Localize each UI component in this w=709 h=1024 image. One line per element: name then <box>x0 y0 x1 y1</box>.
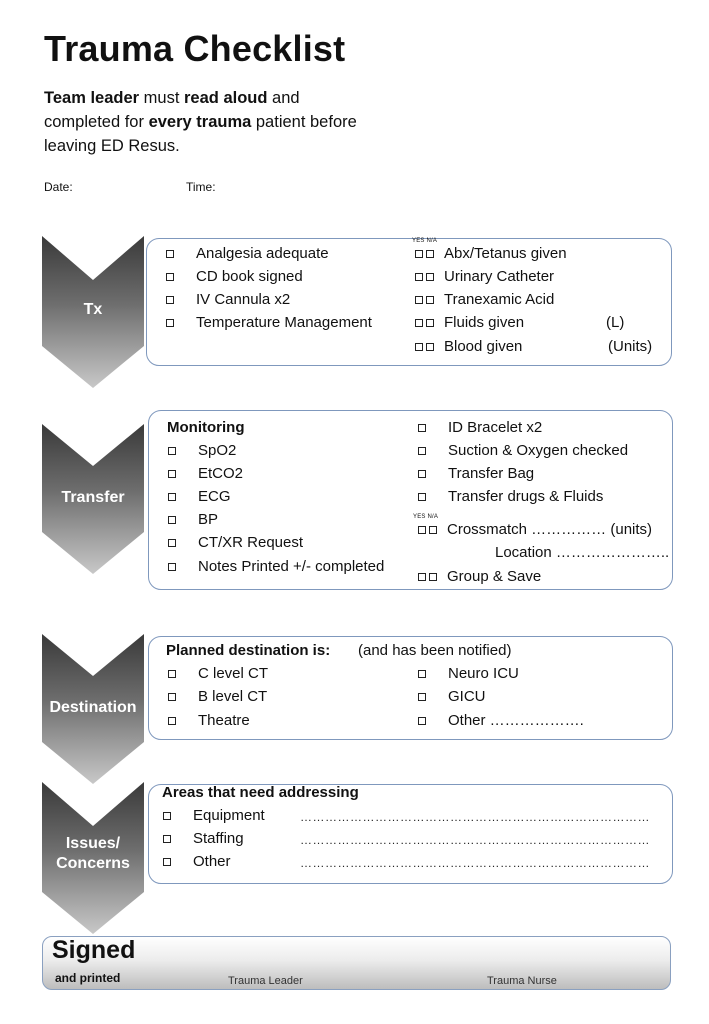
na-checkbox[interactable] <box>426 296 434 304</box>
yes-checkbox[interactable] <box>415 296 423 304</box>
yes-checkbox[interactable] <box>418 526 426 534</box>
issues-title: Areas that need addressing <box>162 784 359 801</box>
destination-label: Destination <box>49 699 137 716</box>
checkbox[interactable] <box>168 539 176 547</box>
checkbox[interactable] <box>418 493 426 501</box>
checkbox[interactable] <box>418 470 426 478</box>
tx-blood-unit: (Units) <box>608 338 653 355</box>
issues-label: Issues/ Concerns <box>56 835 130 872</box>
trauma-leader-signature[interactable]: Trauma Leader <box>228 975 303 987</box>
date-label: Date: <box>44 180 73 194</box>
na-checkbox[interactable] <box>426 250 434 258</box>
checkbox[interactable] <box>166 250 174 258</box>
tx-chevron <box>34 236 152 388</box>
checkbox[interactable] <box>418 693 426 701</box>
signed-title: Signed <box>52 936 136 964</box>
signed-bar <box>42 936 671 990</box>
tx-label: Tx <box>83 301 103 318</box>
checkbox[interactable] <box>163 858 171 866</box>
checkbox[interactable] <box>163 835 171 843</box>
yes-checkbox[interactable] <box>415 273 423 281</box>
destination-note: (and has been notified) <box>358 642 512 659</box>
transfer-yes-na-header: YES N/A <box>413 514 439 520</box>
checkbox[interactable] <box>418 670 426 678</box>
checkbox[interactable] <box>168 493 176 501</box>
checkbox[interactable] <box>168 717 176 725</box>
destination-title: Planned destination is: <box>166 642 331 659</box>
checkbox[interactable] <box>166 296 174 304</box>
yes-checkbox[interactable] <box>415 250 423 258</box>
checkbox[interactable] <box>166 319 174 327</box>
page-title: Trauma Checklist <box>44 28 346 69</box>
issues-chevron <box>34 782 152 934</box>
checkbox[interactable] <box>163 812 171 820</box>
equipment-dots[interactable]: ………………………………………………………………………… <box>300 810 650 824</box>
yes-checkbox[interactable] <box>415 319 423 327</box>
checkbox[interactable] <box>168 516 176 524</box>
intro-text: Team leader must read aloud and completed for every trauma patient before leaving ED Resus. <box>44 89 357 155</box>
na-checkbox[interactable] <box>426 319 434 327</box>
checkbox[interactable] <box>168 447 176 455</box>
checkbox[interactable] <box>418 717 426 725</box>
monitoring-title: Monitoring <box>167 419 245 436</box>
checkbox[interactable] <box>418 424 426 432</box>
destination-chevron <box>34 634 152 784</box>
na-checkbox[interactable] <box>429 573 437 581</box>
tx-fluids-unit: (L) <box>606 314 625 331</box>
checkbox[interactable] <box>168 693 176 701</box>
other-dots[interactable]: ………………………………………………………………………… <box>300 856 650 870</box>
checkbox[interactable] <box>168 670 176 678</box>
transfer-label: Transfer <box>61 489 125 506</box>
transfer-location: Location ………………….. <box>495 544 670 561</box>
checkbox[interactable] <box>168 563 176 571</box>
yes-checkbox[interactable] <box>415 343 423 351</box>
signed-subtitle: and printed <box>55 971 121 985</box>
transfer-chevron <box>34 424 152 574</box>
na-checkbox[interactable] <box>429 526 437 534</box>
staffing-dots[interactable]: ………………………………………………………………………… <box>300 833 650 847</box>
time-label: Time: <box>186 180 216 194</box>
na-checkbox[interactable] <box>426 273 434 281</box>
na-checkbox[interactable] <box>426 343 434 351</box>
checkbox[interactable] <box>166 273 174 281</box>
yes-checkbox[interactable] <box>418 573 426 581</box>
checkbox[interactable] <box>418 447 426 455</box>
checkbox[interactable] <box>168 470 176 478</box>
tx-yes-na-header: YES N/A <box>412 238 438 244</box>
trauma-nurse-signature[interactable]: Trauma Nurse <box>487 975 557 987</box>
